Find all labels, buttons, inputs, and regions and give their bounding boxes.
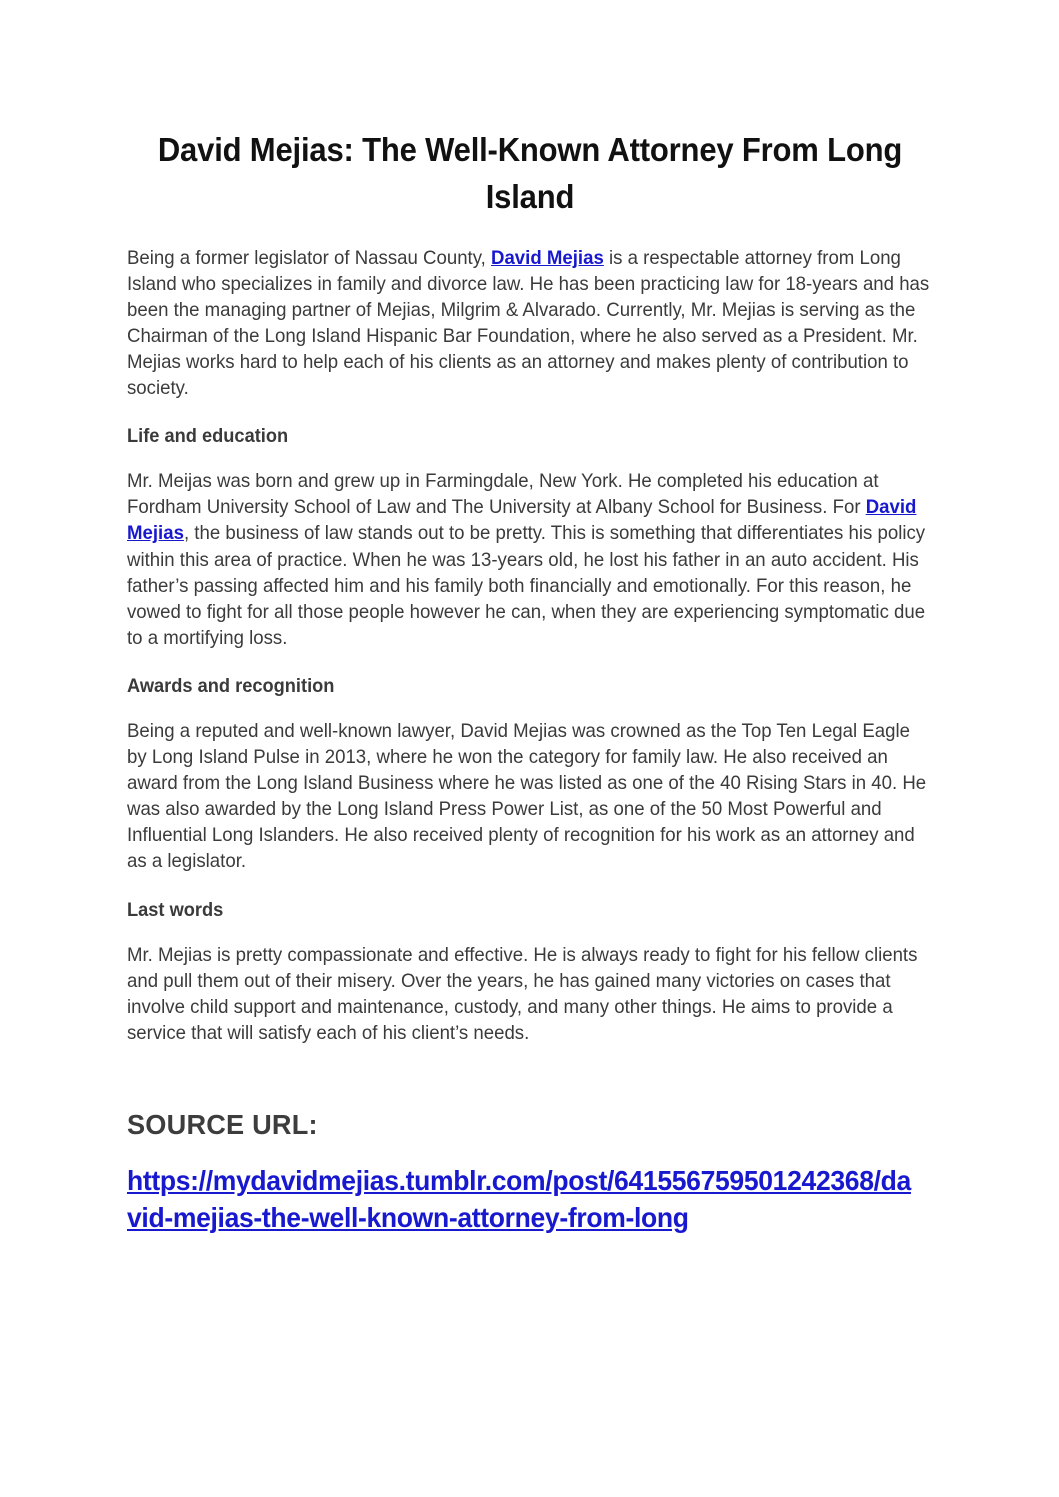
section-heading-awards-and-recognition: Awards and recognition <box>127 675 335 697</box>
source-url-label: SOURCE URL: <box>127 1108 318 1140</box>
spacer <box>127 651 933 675</box>
spacer <box>127 1046 933 1108</box>
section-1-text-after-link: , the business of law stands out to be pretty. This is something that differentiates his policy within this area of practice. When he was 13-years old, he lost his father in an auto accident. His father’s passing affected him and his family both financially and emotionally. For this reason, he vowed to fight for all those people however he can, when they are experiencing symptomatic due to a mortifying loss. <box>127 522 926 649</box>
intro-paragraph <box>127 245 933 402</box>
spacer <box>127 875 933 899</box>
section-heading-last-words: Last words <box>127 899 224 921</box>
section-paragraph-life-and-education <box>127 468 933 651</box>
inline-link-david-mejias-1[interactable]: David Mejias <box>491 246 604 269</box>
section-1-text-before-link: Mr. Meijas was born and grew up in Farmingdale, New York. He completed his education at Fordham University School of Law and The University at Albany School for Business. For <box>127 470 879 519</box>
intro-text-after-link: is a respectable attorney from Long Island who specializes in family and divorce law. He has been practicing law for 18-years and has been the managing partner of Mejias, Milgrim & Alvarado. Currently, Mr. Mejias is serving as the Chairman of the Long Island Hispanic Bar Foundation, where he also served as a President. Mr. Mejias works hard to help each of his clients as an attorney and makes plenty of contribution to society. <box>127 246 930 400</box>
document-content <box>127 0 933 1236</box>
spacer <box>127 449 933 468</box>
source-url-link[interactable]: https://mydavidmejias.tumblr.com/post/641556759501242368/david-mejias-the-well-known-attorney-from-long <box>127 1164 911 1233</box>
section-paragraph-last-words: Mr. Mejias is pretty compassionate and effective. He is always ready to fight for his fellow clients and pull them out of their misery. Over the years, he has gained many victories on cases that involve child support and maintenance, custody, and many other things. He aims to provide a service that will satisfy each of his client’s needs. <box>127 943 918 1044</box>
spacer <box>127 401 933 425</box>
page-title: David Mejias: The Well-Known Attorney From Long Island <box>157 131 903 215</box>
spacer <box>127 923 933 942</box>
spacer <box>127 1142 933 1162</box>
spacer <box>127 699 933 718</box>
section-heading-life-and-education: Life and education <box>127 426 289 448</box>
spacer <box>127 221 933 245</box>
intro-text-before-link: Being a former legislator of Nassau County, <box>127 246 492 269</box>
inline-link-david-mejias-2[interactable]: David Mejias <box>127 496 917 545</box>
section-paragraph-awards-and-recognition: Being a reputed and well-known lawyer, David Mejias was crowned as the Top Ten Legal Eagle by Long Island Pulse in 2013, where he won the category for family law. He also received an award from the Long Island Business where he was listed as one of the 40 Rising Stars in 40. He was also awarded by the Long Island Press Power List, as one of the 50 Most Powerful and Influential Long Islanders. He also received plenty of recognition for his work as an attorney and as a legislator. <box>127 719 927 873</box>
